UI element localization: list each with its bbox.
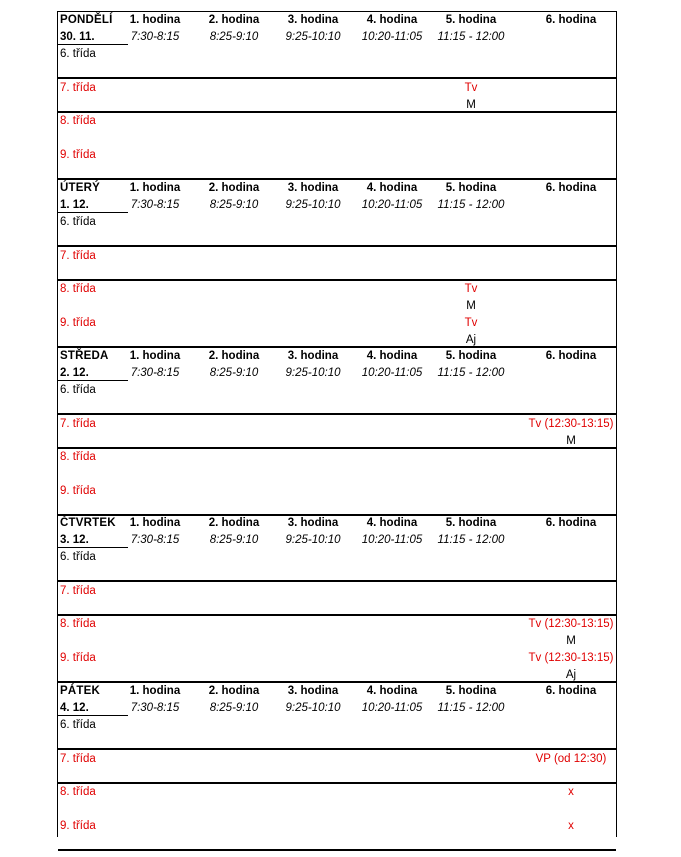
row-rule bbox=[58, 748, 616, 750]
day-name: PONDĚLÍ bbox=[60, 14, 113, 26]
hour-heading: 4. hodina bbox=[366, 182, 418, 194]
hour-heading: 6. hodina bbox=[545, 517, 597, 529]
hour-heading: 2. hodina bbox=[208, 182, 260, 194]
hour-heading: 5. hodina bbox=[445, 14, 497, 26]
class-label: 7. třída bbox=[60, 82, 96, 94]
hour-time: 10:20-11:05 bbox=[361, 702, 423, 714]
hour-time: 8:25-9:10 bbox=[209, 31, 259, 43]
subject-entry: M bbox=[566, 435, 576, 447]
day-block bbox=[58, 11, 616, 179]
day-name: ČTVRTEK bbox=[60, 517, 116, 529]
class-label: 6. třída bbox=[60, 719, 96, 731]
hour-time: 11:15 - 12:00 bbox=[437, 199, 505, 211]
hour-heading: 6. hodina bbox=[545, 182, 597, 194]
hour-heading: 5. hodina bbox=[445, 517, 497, 529]
class-label: 8. třída bbox=[60, 283, 96, 295]
row-rule bbox=[58, 279, 616, 281]
hour-heading: 3. hodina bbox=[287, 14, 339, 26]
hour-heading: 1. hodina bbox=[129, 14, 181, 26]
row-rule bbox=[58, 614, 616, 616]
subject-entry: M bbox=[466, 99, 476, 111]
row-rule bbox=[58, 447, 616, 449]
hour-heading: 3. hodina bbox=[287, 685, 339, 697]
hour-time: 9:25-10:10 bbox=[285, 367, 341, 379]
hour-heading: 5. hodina bbox=[445, 182, 497, 194]
day-block bbox=[58, 347, 616, 515]
hour-time: 11:15 - 12:00 bbox=[437, 702, 505, 714]
hour-heading: 3. hodina bbox=[287, 517, 339, 529]
class-label: 6. třída bbox=[60, 216, 96, 228]
class-label: 9. třída bbox=[60, 485, 96, 497]
hour-heading: 3. hodina bbox=[287, 182, 339, 194]
class-label: 9. třída bbox=[60, 820, 96, 832]
class-label: 8. třída bbox=[60, 786, 96, 798]
hour-time: 11:15 - 12:00 bbox=[437, 367, 505, 379]
class-label: 6. třída bbox=[60, 551, 96, 563]
hour-heading: 2. hodina bbox=[208, 350, 260, 362]
day-name: STŘEDA bbox=[60, 350, 109, 362]
row-rule bbox=[58, 77, 616, 79]
day-date: 3. 12. bbox=[60, 534, 89, 546]
class-label: 8. třída bbox=[60, 115, 96, 127]
row-rule bbox=[58, 580, 616, 582]
hour-time: 7:30-8:15 bbox=[130, 367, 180, 379]
hour-heading: 6. hodina bbox=[545, 350, 597, 362]
day-date: 4. 12. bbox=[60, 702, 89, 714]
hour-time: 7:30-8:15 bbox=[130, 702, 180, 714]
class-label: 9. třída bbox=[60, 149, 96, 161]
hour-heading: 4. hodina bbox=[366, 685, 418, 697]
subject-entry: Tv (12:30-13:15) bbox=[528, 618, 614, 630]
subject-entry: Tv (12:30-13:15) bbox=[528, 652, 614, 664]
timetable-sheet bbox=[57, 11, 617, 837]
subject-entry: Tv (12:30-13:15) bbox=[528, 418, 614, 430]
class-label: 7. třída bbox=[60, 418, 96, 430]
hour-time: 8:25-9:10 bbox=[209, 367, 259, 379]
day-date-underline bbox=[58, 547, 128, 548]
hour-heading: 2. hodina bbox=[208, 517, 260, 529]
hour-heading: 4. hodina bbox=[366, 350, 418, 362]
class-label: 6. třída bbox=[60, 384, 96, 396]
row-rule bbox=[58, 782, 616, 784]
hour-time: 9:25-10:10 bbox=[285, 702, 341, 714]
hour-time: 8:25-9:10 bbox=[209, 534, 259, 546]
subject-entry: Tv bbox=[464, 317, 478, 329]
hour-time: 9:25-10:10 bbox=[285, 31, 341, 43]
day-date-underline bbox=[58, 380, 128, 381]
hour-heading: 3. hodina bbox=[287, 350, 339, 362]
hour-heading: 5. hodina bbox=[445, 350, 497, 362]
hour-time: 9:25-10:10 bbox=[285, 534, 341, 546]
hour-time: 11:15 - 12:00 bbox=[437, 534, 505, 546]
hour-heading: 2. hodina bbox=[208, 14, 260, 26]
hour-heading: 4. hodina bbox=[366, 14, 418, 26]
day-block bbox=[58, 514, 616, 682]
day-date: 1. 12. bbox=[60, 199, 89, 211]
hour-heading: 1. hodina bbox=[129, 685, 181, 697]
hour-heading: 1. hodina bbox=[129, 350, 181, 362]
day-block bbox=[58, 179, 616, 347]
day-block bbox=[58, 682, 616, 850]
day-date-underline bbox=[58, 715, 128, 716]
hour-time: 7:30-8:15 bbox=[130, 31, 180, 43]
day-name: ÚTERÝ bbox=[60, 182, 100, 194]
class-label: 8. třída bbox=[60, 451, 96, 463]
subject-entry: VP (od 12:30) bbox=[535, 753, 607, 765]
subject-entry: x bbox=[568, 786, 574, 798]
hour-time: 11:15 - 12:00 bbox=[437, 31, 505, 43]
hour-time: 8:25-9:10 bbox=[209, 199, 259, 211]
class-label: 7. třída bbox=[60, 753, 96, 765]
hour-time: 10:20-11:05 bbox=[361, 534, 423, 546]
day-date-underline bbox=[58, 44, 128, 45]
row-rule bbox=[58, 849, 616, 851]
hour-time: 7:30-8:15 bbox=[130, 534, 180, 546]
subject-entry: Aj bbox=[565, 669, 577, 681]
hour-time: 10:20-11:05 bbox=[361, 367, 423, 379]
row-rule bbox=[58, 111, 616, 113]
hour-heading: 6. hodina bbox=[545, 685, 597, 697]
row-rule bbox=[58, 413, 616, 415]
class-label: 6. třída bbox=[60, 48, 96, 60]
hour-time: 9:25-10:10 bbox=[285, 199, 341, 211]
hour-heading: 1. hodina bbox=[129, 182, 181, 194]
hour-heading: 6. hodina bbox=[545, 14, 597, 26]
class-label: 7. třída bbox=[60, 250, 96, 262]
subject-entry: Aj bbox=[465, 334, 477, 346]
hour-heading: 5. hodina bbox=[445, 685, 497, 697]
class-label: 7. třída bbox=[60, 585, 96, 597]
subject-entry: x bbox=[568, 820, 574, 832]
class-label: 8. třída bbox=[60, 618, 96, 630]
subject-entry: M bbox=[466, 300, 476, 312]
day-date: 2. 12. bbox=[60, 367, 89, 379]
hour-heading: 2. hodina bbox=[208, 685, 260, 697]
day-date-underline bbox=[58, 212, 128, 213]
day-date: 30. 11. bbox=[60, 31, 95, 43]
class-label: 9. třída bbox=[60, 652, 96, 664]
subject-entry: Tv bbox=[464, 82, 478, 94]
hour-heading: 4. hodina bbox=[366, 517, 418, 529]
hour-heading: 1. hodina bbox=[129, 517, 181, 529]
hour-time: 7:30-8:15 bbox=[130, 199, 180, 211]
class-label: 9. třída bbox=[60, 317, 96, 329]
subject-entry: Tv bbox=[464, 283, 478, 295]
row-rule bbox=[58, 245, 616, 247]
hour-time: 8:25-9:10 bbox=[209, 702, 259, 714]
day-name: PÁTEK bbox=[60, 685, 100, 697]
hour-time: 10:20-11:05 bbox=[361, 31, 423, 43]
subject-entry: M bbox=[566, 635, 576, 647]
hour-time: 10:20-11:05 bbox=[361, 199, 423, 211]
